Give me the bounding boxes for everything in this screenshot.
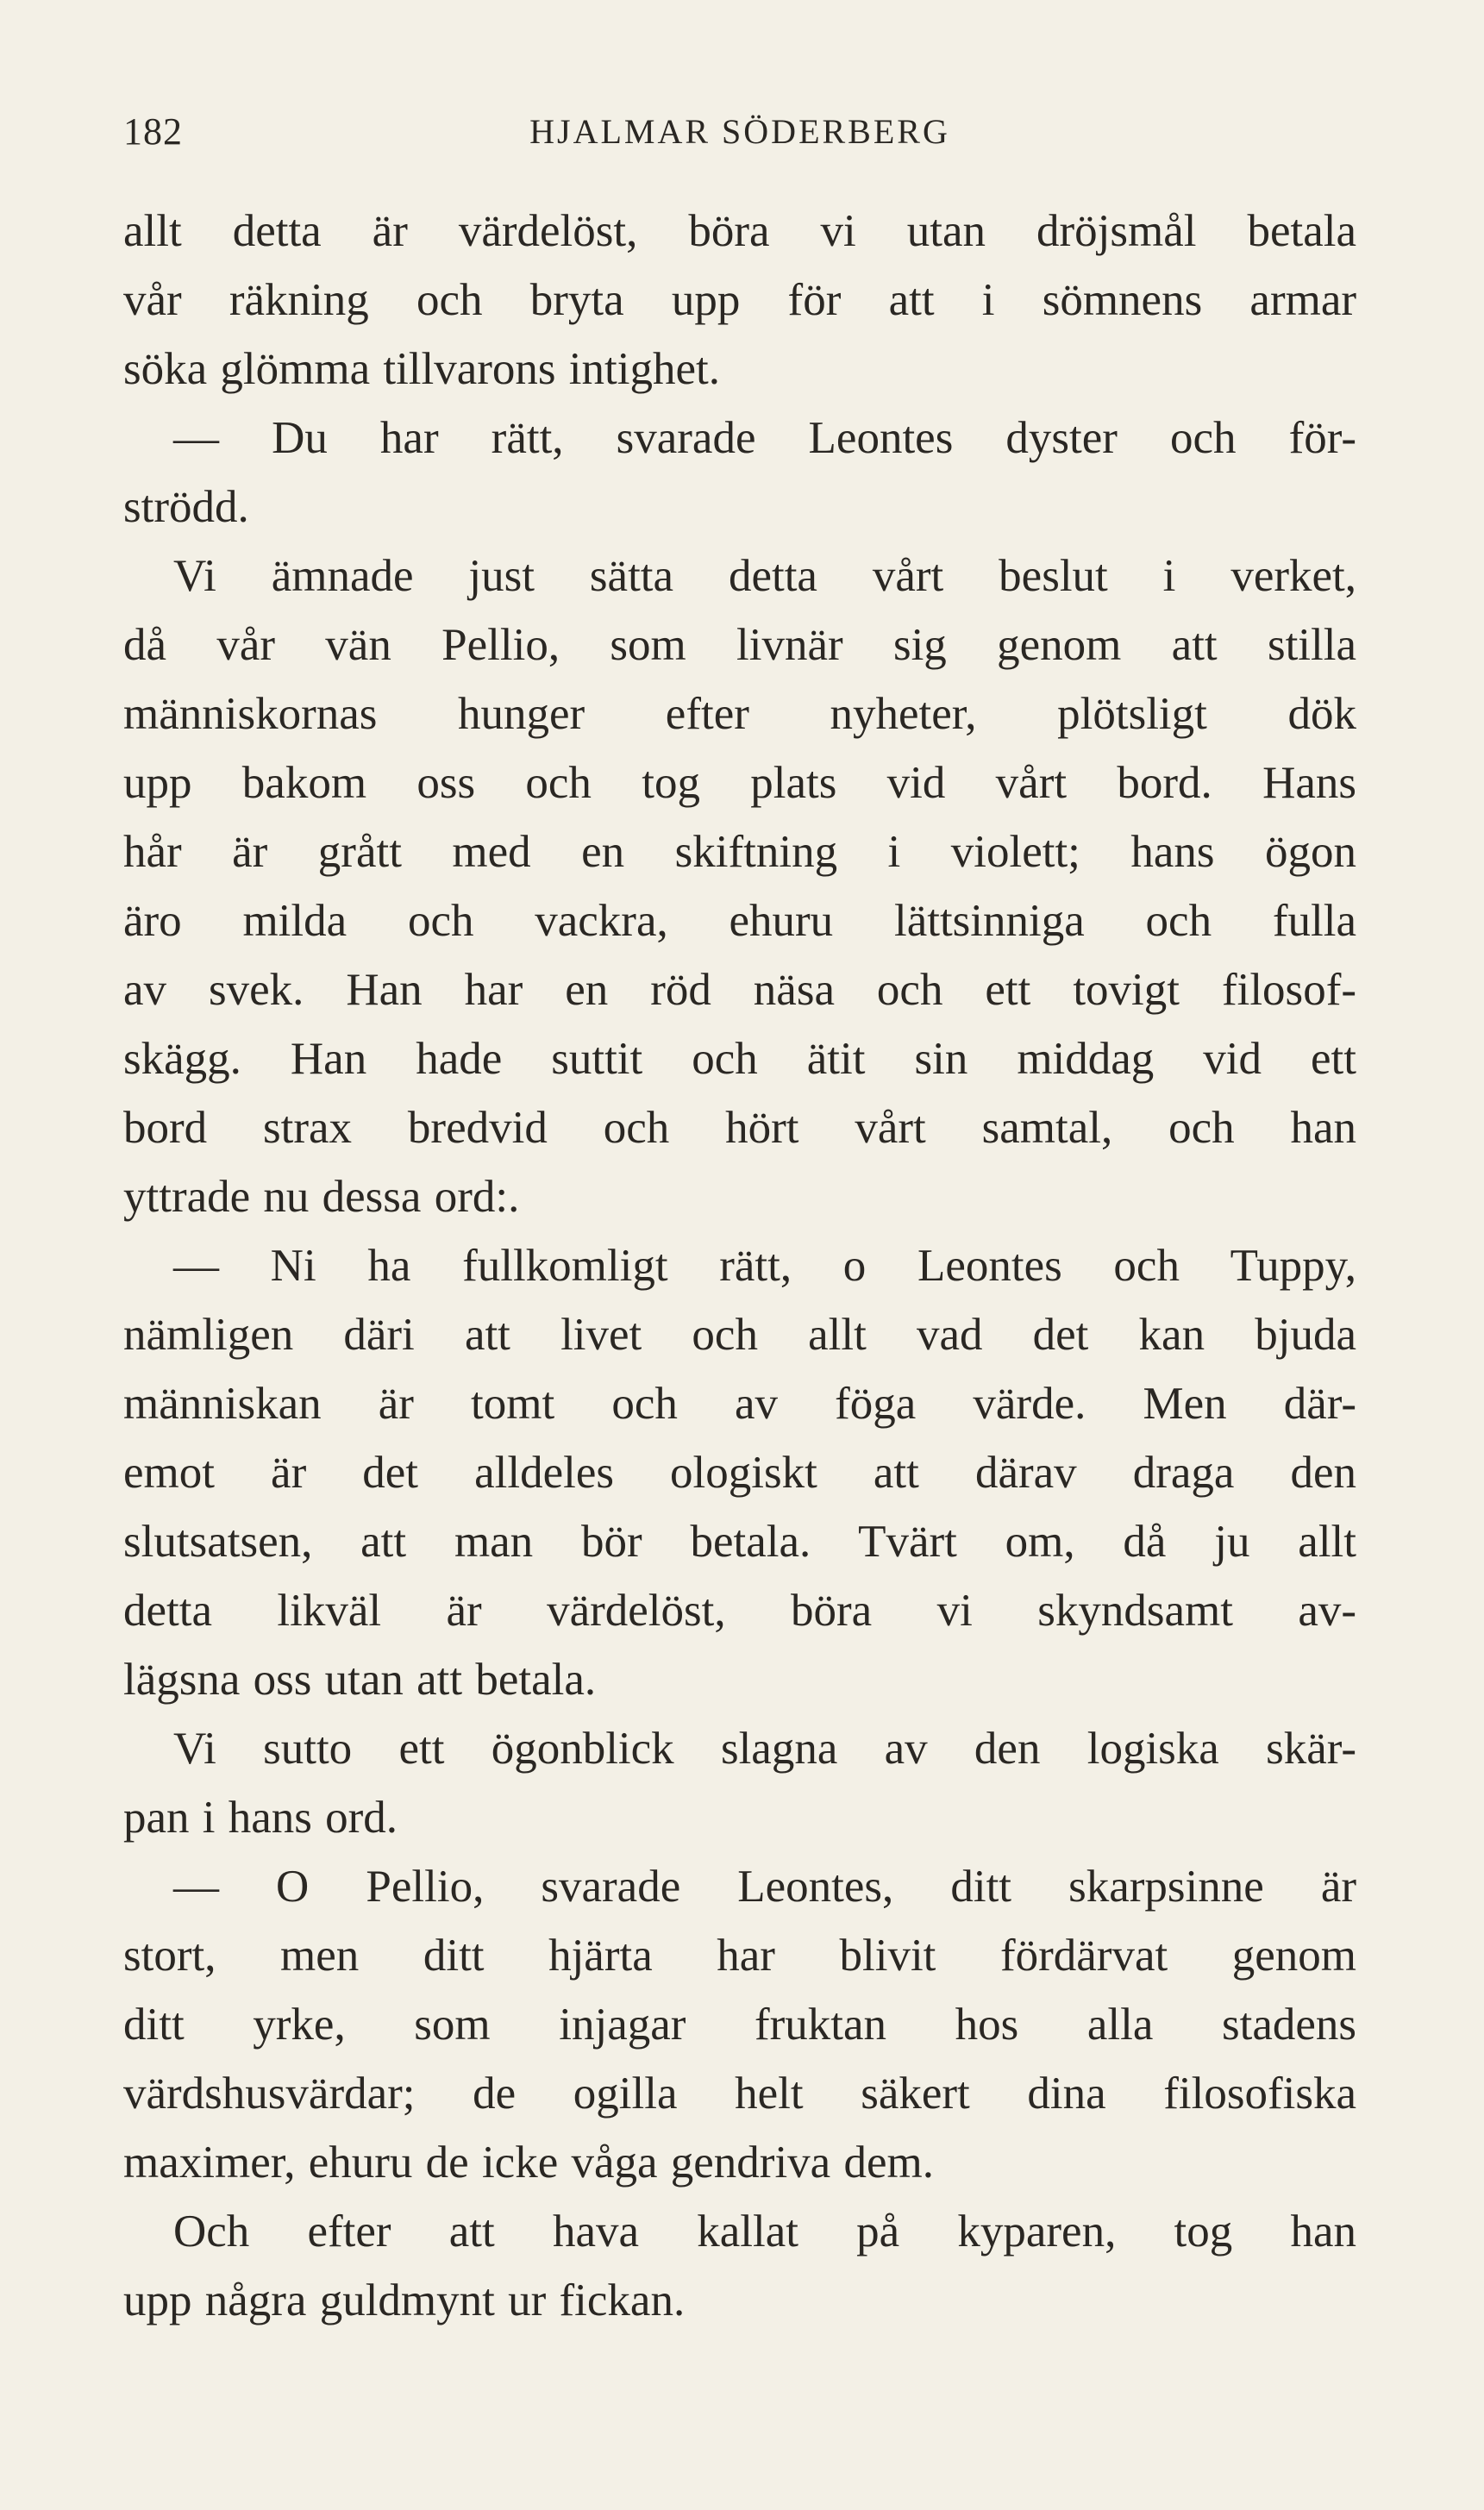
text-line: emot är det alldeles ologiskt att därav draga den (123, 1448, 1356, 1498)
text-line: upp bakom oss och tog plats vid vårt bord. Hans (123, 758, 1356, 808)
text-line: hår är grått med en skiftning i violett; hans ögon (123, 827, 1356, 877)
text-line: skägg. Han hade suttit och ätit sin middag vid ett (123, 1034, 1356, 1084)
text-line: lägsna oss utan att betala. (123, 1655, 597, 1705)
text-line: — O Pellio, svarade Leontes, ditt skarpsinne är (173, 1862, 1356, 1912)
text-line: slutsatsen, att man bör betala. Tvärt om, då ju allt (123, 1517, 1356, 1567)
text-line: Vi ämnade just sätta detta vårt beslut i verket, (173, 551, 1356, 601)
text-line: människan är tomt och av föga värde. Men där- (123, 1379, 1356, 1429)
text-line: strödd. (123, 482, 249, 532)
text-line: — Du har rätt, svarade Leontes dyster och för- (173, 413, 1356, 463)
text-line: stort, men ditt hjärta har blivit fördärvat genom (123, 1931, 1356, 1981)
text-line: äro milda och vackra, ehuru lättsinniga och fulla (123, 896, 1356, 946)
text-line: upp några guldmynt ur fickan. (123, 2275, 686, 2325)
text-line: — Ni ha fullkomligt rätt, o Leontes och Tuppy, (173, 1241, 1356, 1291)
running-head (123, 102, 1356, 162)
text-line: maximer, ehuru de icke våga gendriva dem. (123, 2138, 934, 2188)
page-number: 182 (123, 110, 183, 153)
text-line: Vi sutto ett ögonblick slagna av den logiska skär- (173, 1724, 1356, 1774)
text-line: ditt yrke, som injagar fruktan hos alla stadens (123, 2000, 1356, 2050)
text-line: vår räkning och bryta upp för att i sömnens armar (123, 275, 1356, 325)
body-text (123, 197, 1356, 2335)
text-line: nämligen däri att livet och allt vad det kan bjuda (123, 1310, 1356, 1360)
text-line: detta likväl är värdelöst, böra vi skyndsamt av- (123, 1586, 1356, 1636)
text-line: då vår vän Pellio, som livnär sig genom att stilla (123, 620, 1356, 670)
text-line: yttrade nu dessa ord:. (123, 1172, 520, 1222)
text-line: bord strax bredvid och hört vårt samtal, och han (123, 1103, 1356, 1153)
text-line: av svek. Han har en röd näsa och ett tovigt filosof- (123, 965, 1356, 1015)
running-head-author: HJALMAR SÖDERBERG (529, 112, 950, 151)
text-line: allt detta är värdelöst, böra vi utan dröjsmål betala (123, 206, 1356, 256)
text-line: människornas hunger efter nyheter, plötsligt dök (123, 689, 1356, 739)
text-line: värdshusvärdar; de ogilla helt säkert dina filosofiska (123, 2069, 1356, 2119)
text-line: pan i hans ord. (123, 1793, 398, 1843)
text-line: söka glömma tillvarons intighet. (123, 344, 720, 394)
text-line: Och efter att hava kallat på kyparen, tog han (173, 2206, 1356, 2256)
